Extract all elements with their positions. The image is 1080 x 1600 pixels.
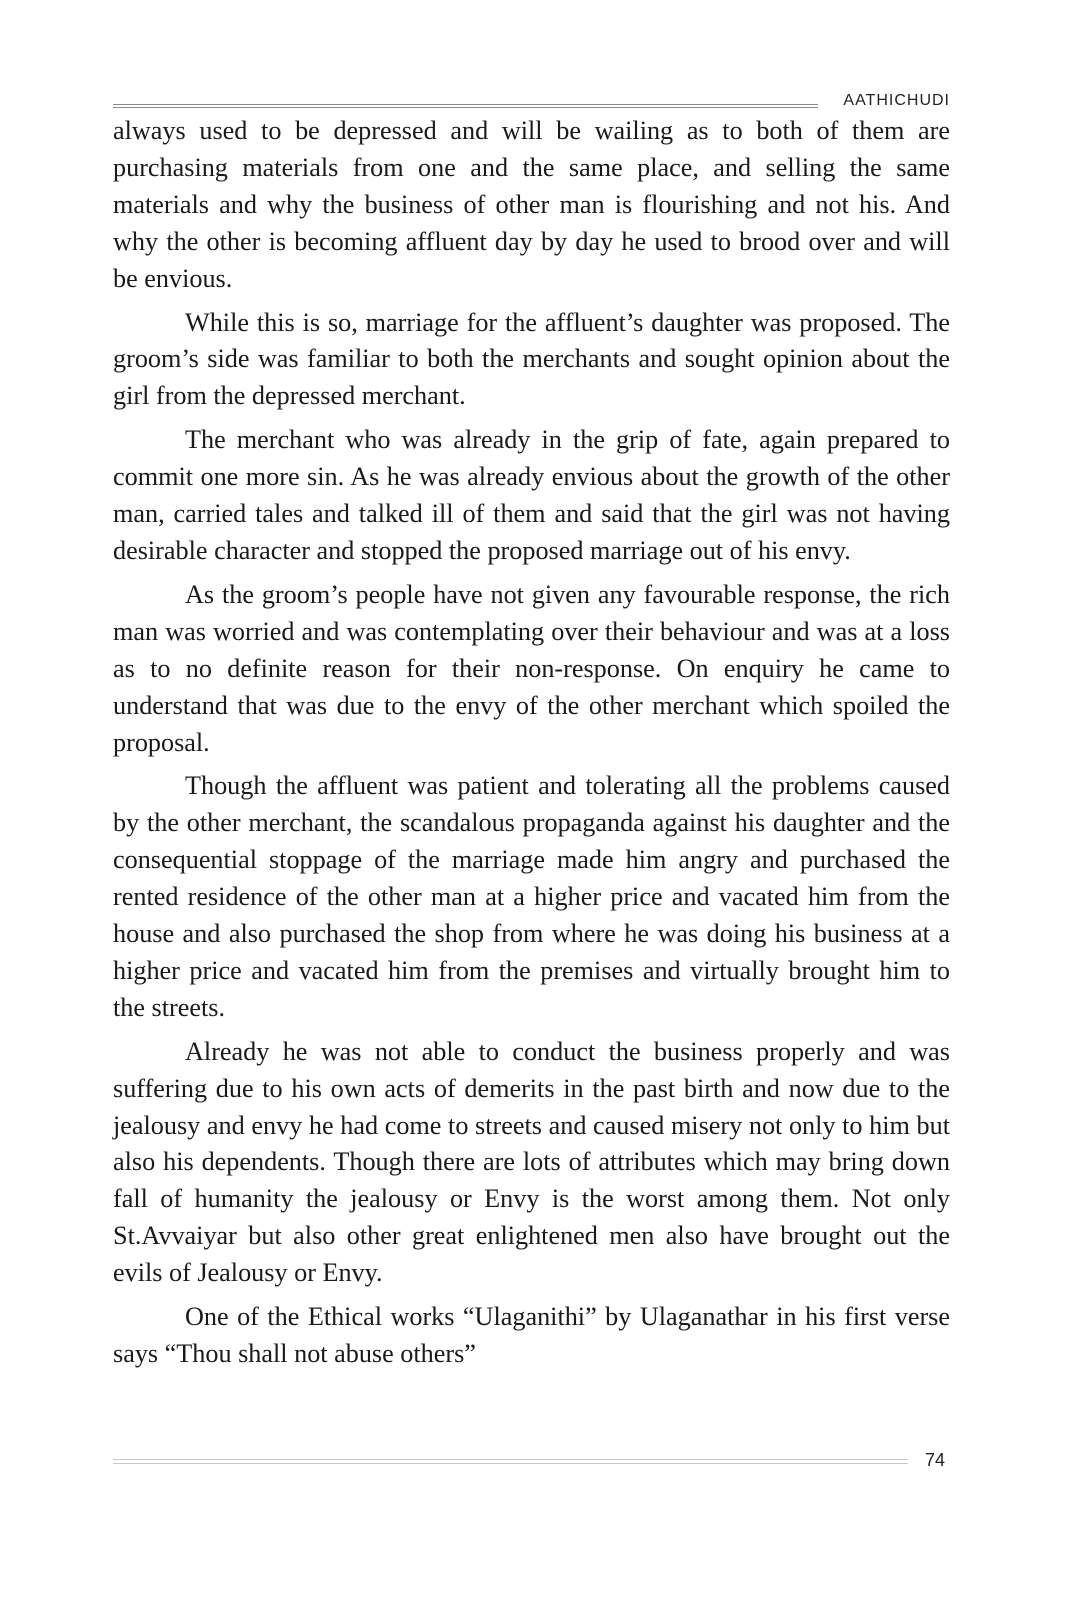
header-title: AATHICHUDI xyxy=(843,92,950,109)
page-body xyxy=(113,113,950,1380)
footer-rule xyxy=(113,1459,908,1464)
paragraph-7: One of the Ethical works “Ulaganithi” by Ulaganathar in his first verse says “Thou shall not abuse others” xyxy=(113,1302,950,1368)
paragraph-5: Though the affluent was patient and tolerating all the problems caused by the other merchant, the scandalous propaganda against his daughter and the consequential stoppage of the marriage made him angry and purchased the rented residence of the other man at a higher price and vacated him from the house and also purchased the shop from where he was doing his business at a higher price and vacated him from the premises and virtually brought him to the streets. xyxy=(113,771,950,1022)
page-number: 74 xyxy=(924,1450,945,1470)
paragraph-1: always used to be depressed and will be wailing as to both of them are purchasing materials from one and the same place, and selling the same materials and why the business of other man is flourishing and not his. And why the other is becoming affluent day by day he used to brood over and will be envious. xyxy=(113,116,950,293)
paragraph-2: While this is so, marriage for the affluent’s daughter was proposed. The groom’s side was familiar to both the merchants and sought opinion about the girl from the depressed merchant. xyxy=(113,307,950,411)
paragraph-3: The merchant who was already in the grip of fate, again prepared to commit one more sin. As he was already envious about the growth of the other man, carried tales and talked ill of them and said that the girl was not having desirable character and stopped the proposed marriage out of his envy. xyxy=(113,425,950,565)
page-footer xyxy=(113,1450,950,1472)
header-rule xyxy=(113,104,818,108)
paragraph-4: As the groom’s people have not given any favourable response, the rich man was worried and was contemplating over their behaviour and was at a loss as to no definite reason for their non-response. On enquiry he came to understand that was due to the envy of the other merchant which spoiled the proposal. xyxy=(113,579,950,757)
running-header xyxy=(113,92,950,110)
paragraph-6: Already he was not able to conduct the business properly and was suffering due to his own acts of demerits in the past birth and now due to the jealousy and envy he had come to streets and caused misery not only to him but also his dependents. Though there are lots of attributes which may bring down fall of humanity the jealousy or Envy is the worst among them. Not only St.Avvaiyar but also other great enlightened men also have brought out the evils of Jealousy or Envy. xyxy=(113,1036,950,1288)
